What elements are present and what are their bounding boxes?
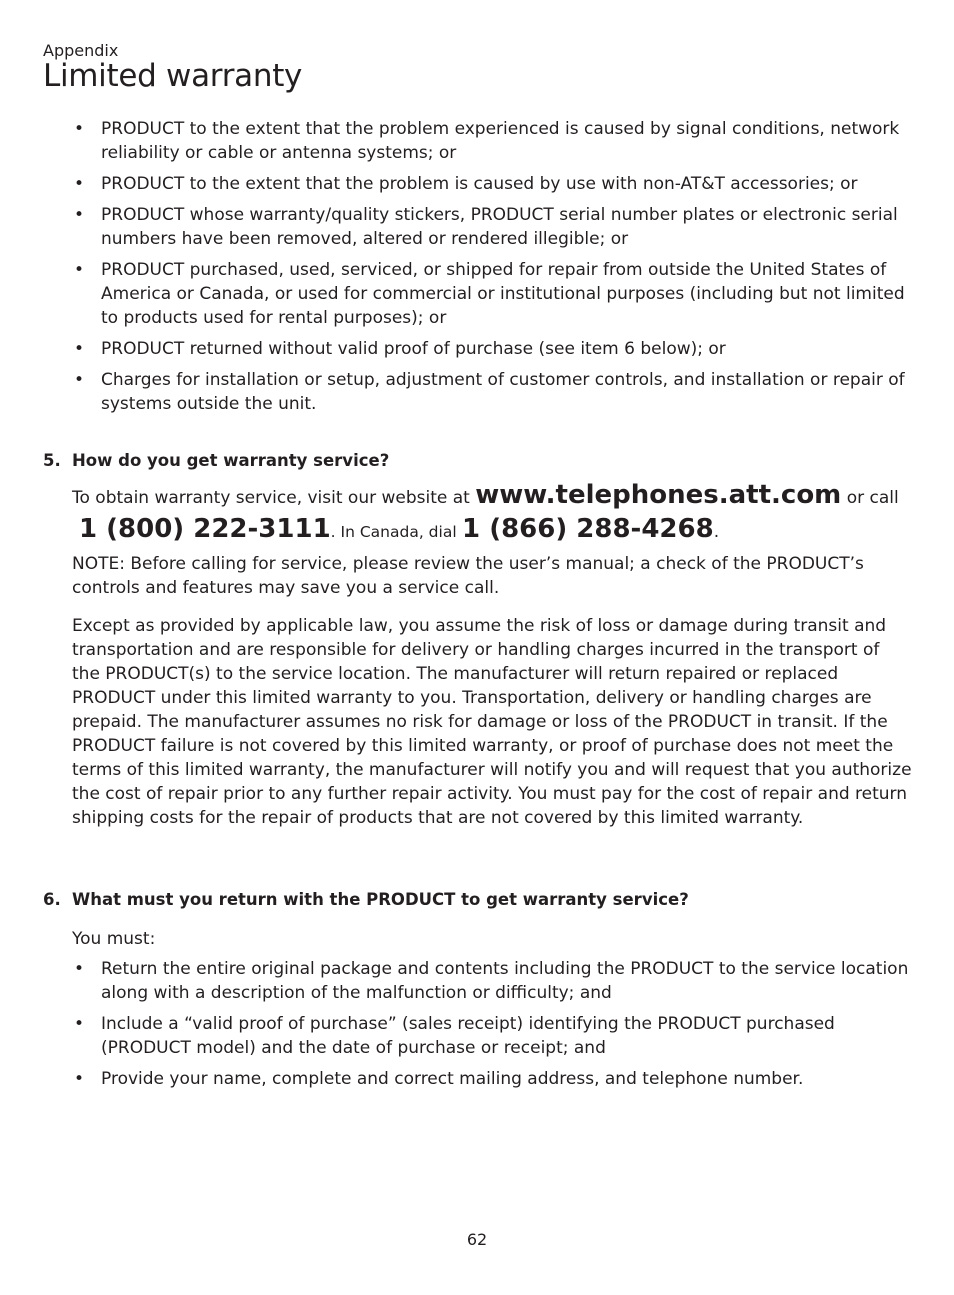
you-must-label: You must:: [72, 929, 156, 949]
section-number: 5.: [43, 451, 61, 470]
list-item: • PRODUCT returned without valid proof of purchase (see item 6 below); or: [74, 339, 726, 359]
list-item: • PRODUCT to the extent that the problem experienced is caused by signal conditions, network reliability or cable or antenna systems; or: [74, 119, 900, 163]
bullet-icon: •: [74, 959, 85, 979]
section-5-heading: [43, 451, 389, 470]
bullet-icon: •: [74, 260, 85, 280]
list-item: • Include a “valid proof of purchase” (sales receipt) identifying the PRODUCT purchased (PRODUCT model) and the date of purchase or receipt; and: [74, 1014, 835, 1058]
section-heading-text: What must you return with the PRODUCT to get warranty service?: [72, 890, 689, 909]
list-item: • PRODUCT whose warranty/quality stickers, PRODUCT serial number plates or electronic serial numbers have been removed, altered or rendered illegible; or: [74, 205, 898, 249]
phone-canada: 1 (866) 288-4268: [462, 514, 714, 544]
section-6-heading: [43, 890, 689, 909]
bullet-icon: •: [74, 119, 85, 139]
service-note: NOTE: Before calling for service, please review the user’s manual; a check of the PRODUCT’s controls and features may save you a service call.: [72, 554, 864, 598]
transport-paragraph: Except as provided by applicable law, you assume the risk of loss or damage during transit and transportation and are responsible for delivery or handling charges incurred in the transport of the PRODUCT(s) to the service location. The manufacturer will return repaired or replaced PRODUCT under this limited warranty to you. Transportation, delivery or handling charges are prepaid. The manufacturer assumes no risk for damage or loss of the PRODUCT in transit. If the PRODUCT failure is not covered by this limited warranty, or proof of purchase does not meet the terms of this limited warranty, the manufacturer will notify you and will request that you authorize the cost of repair prior to any further repair activity. You must pay for the cost of repair and return shipping costs for the repair of products that are not covered by this limited warranty.: [72, 616, 912, 828]
list-item: • Charges for installation or setup, adjustment of customer controls, and installation or repair of systems outside the unit.: [74, 370, 905, 414]
list-item: • PRODUCT purchased, used, serviced, or shipped for repair from outside the United States of America or Canada, or used for commercial or institutional purposes (including but not limited to products used for rental purposes); or: [74, 260, 905, 328]
list-item: • Provide your name, complete and correct mailing address, and telephone number.: [74, 1069, 804, 1089]
page-number: 62: [466, 1230, 488, 1249]
section-heading-text: How do you get warranty service?: [72, 451, 390, 470]
page-title: Limited warranty: [43, 58, 303, 94]
list-item: • PRODUCT to the extent that the problem is caused by use with non-AT&T accessories; or: [74, 174, 858, 194]
section-label: Appendix: [43, 41, 119, 60]
bullet-icon: •: [74, 205, 85, 225]
bullet-icon: •: [74, 370, 85, 390]
bullet-icon: •: [74, 1014, 85, 1034]
service-contact-paragraph: To obtain warranty service, visit our website at www.telephones.att.com or call 1 (800) 222-3111. In Canada, dial 1 (866) 288-4268.: [72, 480, 899, 544]
exclusions-list: [43, 117, 913, 423]
website-link[interactable]: www.telephones.att.com: [475, 480, 842, 510]
section-number: 6.: [43, 890, 61, 909]
return-requirements-list: [43, 957, 913, 1098]
bullet-icon: •: [74, 339, 85, 359]
bullet-icon: •: [74, 1069, 85, 1089]
phone-us: 1 (800) 222-3111: [79, 514, 331, 544]
list-item: • Return the entire original package and contents including the PRODUCT to the service location along with a description of the malfunction or difficulty; and: [74, 959, 909, 1003]
bullet-icon: •: [74, 174, 85, 194]
